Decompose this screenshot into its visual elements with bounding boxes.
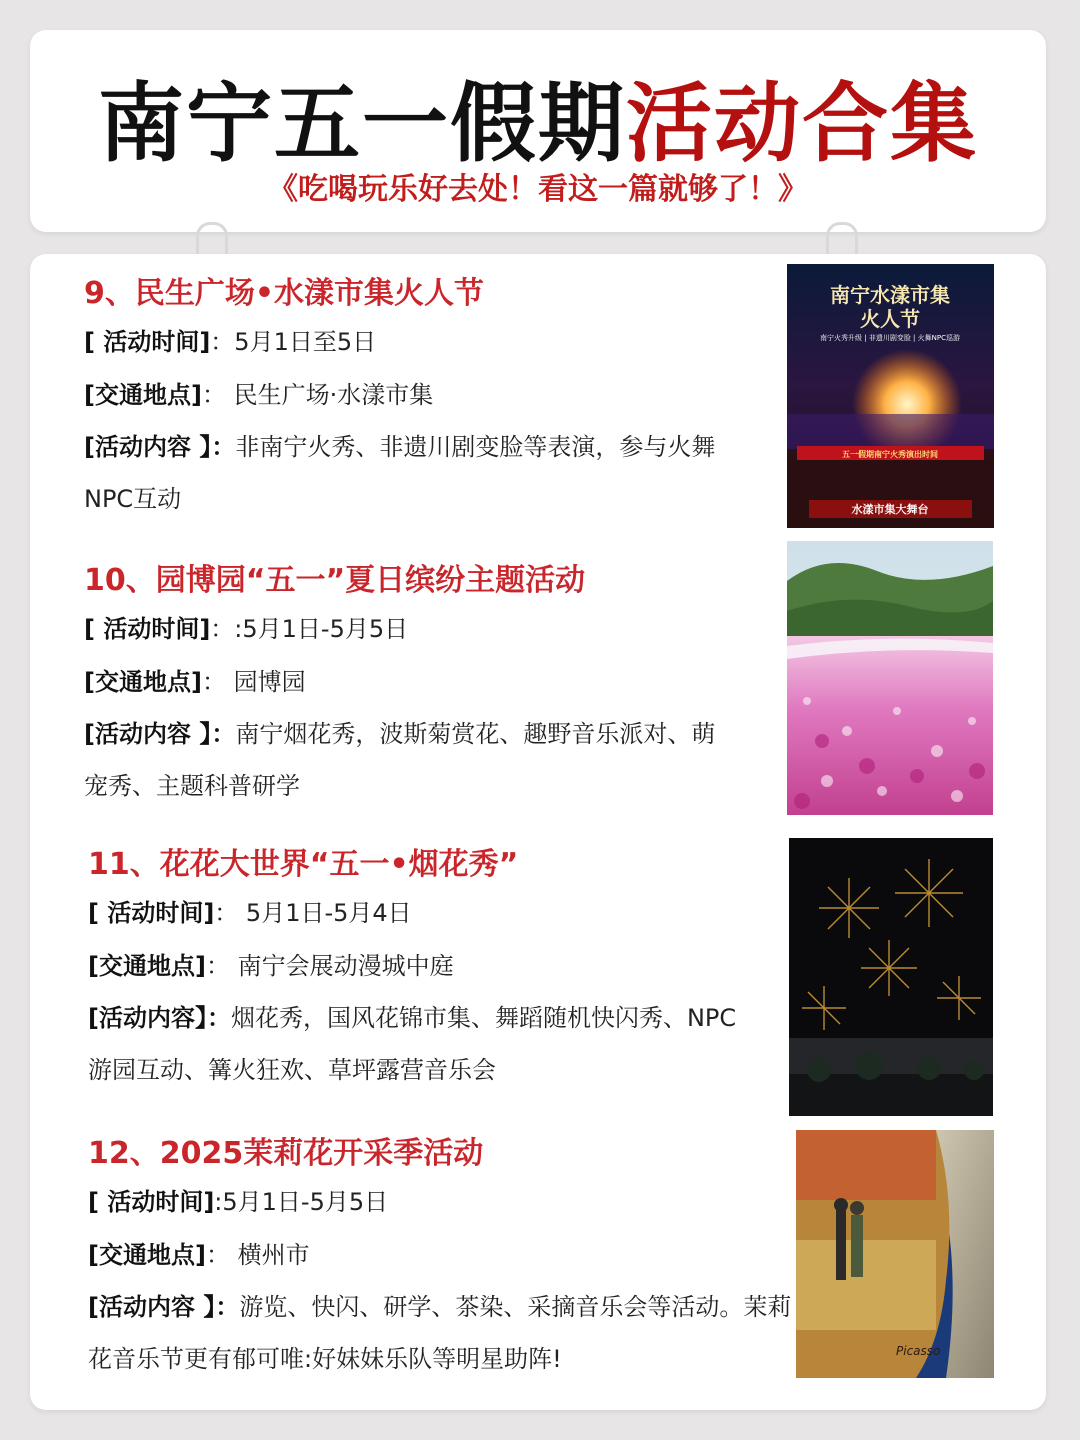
event-time bbox=[84, 611, 724, 647]
event-time-label: [ 活动时间] bbox=[84, 615, 211, 643]
event-content bbox=[84, 421, 724, 525]
event-title: 9、民生广场•水漾市集火人节 bbox=[84, 276, 485, 311]
event-10-flower-field-image bbox=[787, 541, 993, 815]
page-subtitle: 《吃喝玩乐好去处！看这一篇就够了！》 bbox=[268, 172, 808, 207]
event-place-label: [交通地点] bbox=[88, 1241, 206, 1269]
page-title bbox=[30, 74, 1046, 174]
poster-stage: 水漾市集大舞台 bbox=[851, 503, 929, 516]
event-place-value: ： 民生广场·水漾市集 bbox=[201, 381, 434, 409]
event-item-9 bbox=[84, 274, 724, 525]
event-time-value: :5月1日-5月5日 bbox=[214, 1188, 389, 1216]
page-title-red: 活动合集 bbox=[626, 74, 978, 174]
event-9-poster-image bbox=[787, 264, 994, 528]
poster-title-line2: 火人节 bbox=[860, 307, 920, 331]
event-title: 11、花花大世界“五一•烟花秀” bbox=[88, 847, 519, 882]
event-place-value: ： 南宁会展动漫城中庭 bbox=[205, 952, 454, 980]
event-12-painting-image bbox=[796, 1130, 994, 1378]
event-place-value: ： 横州市 bbox=[205, 1241, 310, 1269]
event-content-label: [活动内容 】： bbox=[84, 720, 236, 748]
event-11-fireworks-image bbox=[789, 838, 993, 1116]
event-item-12 bbox=[88, 1134, 800, 1385]
event-time bbox=[84, 324, 724, 360]
event-content bbox=[88, 1281, 800, 1385]
event-title: 10、园博园“五一”夏日缤纷主题活动 bbox=[84, 563, 586, 598]
event-content-label: [活动内容 】： bbox=[88, 1293, 240, 1321]
header-card bbox=[30, 30, 1046, 232]
event-time-label: [ 活动时间] bbox=[88, 1188, 215, 1216]
event-place bbox=[88, 1237, 800, 1273]
event-content bbox=[88, 992, 748, 1096]
event-content bbox=[84, 708, 724, 812]
painting-signature: Picasso bbox=[896, 1344, 941, 1358]
event-content-value: 南宁烟花秀，波斯菊赏花、趣野音乐派对、萌宠秀、主题科普研学 bbox=[84, 720, 716, 800]
event-time-value: ：:5月1日-5月5日 bbox=[210, 615, 409, 643]
poster-title-line1: 南宁水漾市集 bbox=[830, 283, 950, 307]
event-time-label: [ 活动时间] bbox=[88, 899, 215, 927]
event-place-label: [交通地点] bbox=[84, 381, 202, 409]
event-content-value: 游览、快闪、研学、茶染、采摘音乐会等活动。茉莉花音乐节更有郁可唯:好妹妹乐队等明星助阵! bbox=[88, 1293, 792, 1373]
event-item-11 bbox=[88, 845, 748, 1096]
event-place-label: [交通地点] bbox=[88, 952, 206, 980]
event-item-10 bbox=[84, 561, 724, 812]
poster-schedule-title: 五一假期南宁火秀演出时间 bbox=[842, 450, 938, 459]
poster-tagline: 南宁火秀升级 | 非遗川剧变脸 | 火舞NPC巡游 bbox=[820, 334, 960, 342]
event-time bbox=[88, 895, 748, 931]
event-place-value: ： 园博园 bbox=[201, 668, 306, 696]
page-title-black: 南宁五一假期 bbox=[98, 74, 626, 174]
event-content-value: 非南宁火秀、非遗川剧变脸等表演，参与火舞NPC互动 bbox=[84, 433, 716, 513]
event-place bbox=[84, 377, 724, 413]
event-place bbox=[88, 948, 748, 984]
event-content-label: [活动内容 】： bbox=[84, 433, 236, 461]
event-time bbox=[88, 1184, 800, 1220]
event-place bbox=[84, 664, 724, 700]
event-time-value: ：5月1日至5日 bbox=[210, 328, 377, 356]
event-place-label: [交通地点] bbox=[84, 668, 202, 696]
event-title: 12、2025茉莉花开采季活动 bbox=[88, 1136, 484, 1171]
event-time-label: [ 活动时间] bbox=[84, 328, 211, 356]
event-content-value: 烟花秀，国风花锦市集、舞蹈随机快闪秀、NPC游园互动、篝火狂欢、草坪露营音乐会 bbox=[88, 1004, 737, 1084]
event-content-label: [活动内容】： bbox=[88, 1004, 231, 1032]
event-time-value: ： 5月1日-5月4日 bbox=[214, 899, 412, 927]
